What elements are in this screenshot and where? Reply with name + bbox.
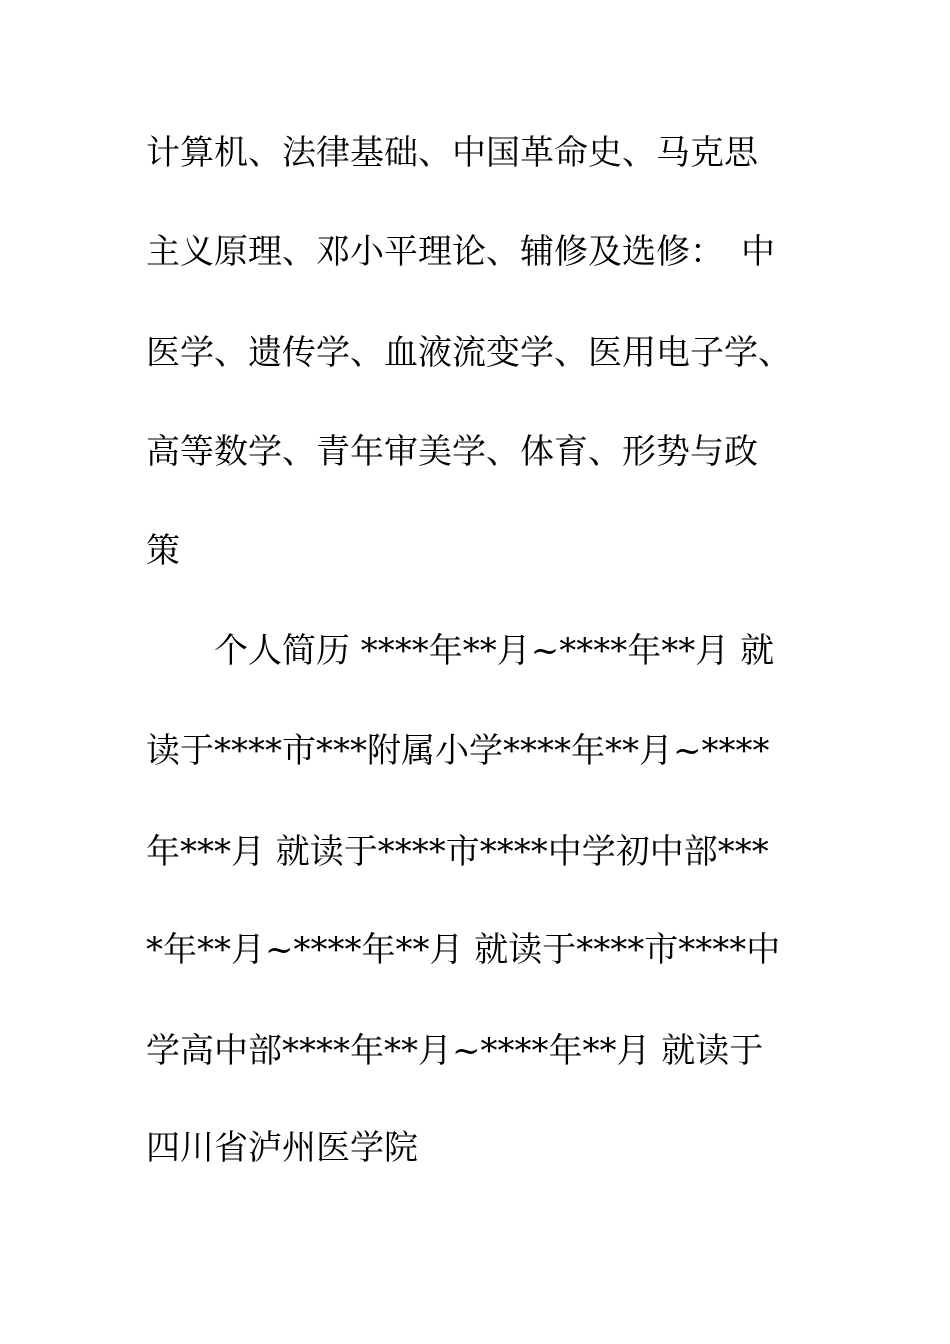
resume-line-1: 个人简历 ****年**月~****年**月 就 <box>214 631 775 671</box>
resume-line-2: 读于****市***附属小学****年**月~**** <box>146 731 770 771</box>
resume-line-6: 四川省泸州医学院 <box>146 1128 418 1168</box>
courses-line-1: 计算机、法律基础、中国革命史、马克思 <box>146 133 758 173</box>
resume-line-3: 年***月 就读于****市****中学初中部*** <box>146 832 769 872</box>
courses-line-5: 策 <box>146 531 180 571</box>
courses-line-2: 主义原理、邓小平理论、辅修及选修： 中 <box>146 232 775 272</box>
courses-line-4: 高等数学、青年审美学、体育、形势与政 <box>146 432 758 472</box>
resume-line-5: 学高中部****年**月~****年**月 就读于 <box>146 1031 764 1071</box>
courses-line-3: 医学、遗传学、血液流变学、医用电子学、 <box>146 333 792 373</box>
resume-line-4: *年**月~****年**月 就读于****市****中 <box>146 930 781 970</box>
